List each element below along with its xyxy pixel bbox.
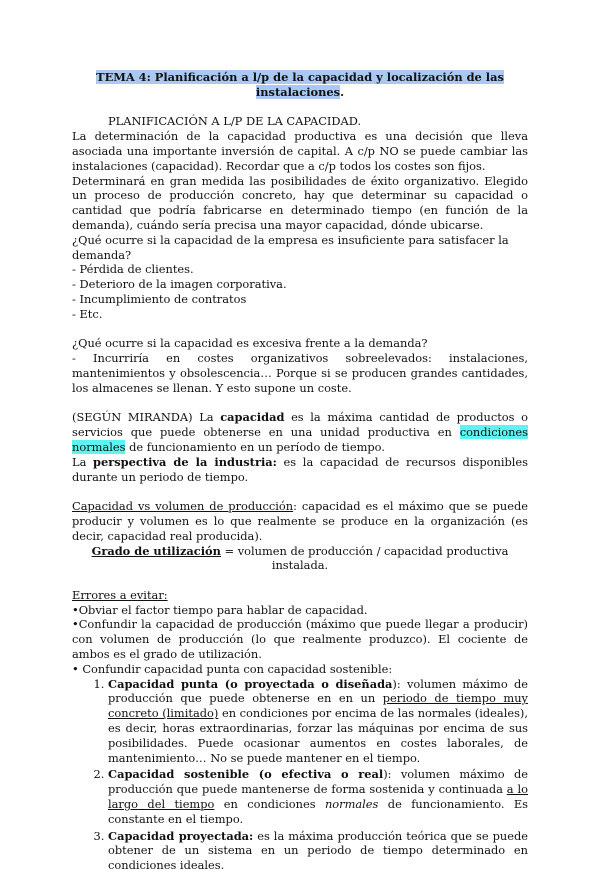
list-item: - Pérdida de clientes. (72, 262, 194, 277)
capacity-definition: (SEGÚN MIRANDA) La capacidad es la máxima cantidad de productos o servicios que puede obtenerse en una unidad productiva en condiciones normales de funcionamiento en un período de tiempo. (72, 410, 528, 454)
list-item-sustainable-capacity: 2. Capacidad sostenible (o efectiva o real): volumen máximo de producción que puede mantenerse de forma sostenida y continuada a lo largo del tiempo en condiciones normales de funcionamiento. Es constante en el tiempo. (108, 767, 528, 826)
error-item: • Confundir capacidad punta con capacidad sostenible: (72, 661, 393, 676)
section-heading: PLANIFICACIÓN A L/P DE LA CAPACIDAD. (108, 114, 362, 129)
list-item-peak-capacity: 1. Capacidad punta (o proyectada o diseñada): volumen máximo de producción que puede obtenerse en en un periodo de tiempo muy concreto (limitado) en condiciones por encima de las normales (ideales), es decir, horas extraordinarias, forzar las máquinas por encima de sus posibilidades. Puede ocasionar aumentos en costes laborales, de mantenimiento… No se puede mantener en el tiempo. (108, 677, 528, 766)
document-page (72, 70, 528, 875)
answer-excessive: - Incurriría en costes organizativos sobreelevados: instalaciones, mantenimientos y obsolescencia… Porque si se producen grandes cantidades, los almacenes se llenan. Y esto supone un coste. (72, 351, 528, 395)
question-excessive: ¿Qué ocurre si la capacidad es excesiva frente a la demanda? (72, 336, 428, 351)
capacity-vs-volume: Capacidad vs volumen de producción: capacidad es el máximo que se puede producir y volumen es lo que realmente se produce en la organización (es decir, capacidad real producida). (72, 499, 528, 543)
errors-heading: Errores a evitar: (72, 587, 168, 602)
question-insufficient: ¿Qué ocurre si la capacidad de la empresa es insuficiente para satisfacer la demanda? (72, 232, 509, 262)
list-item-projected-capacity: 3. Capacidad proyectada: es la máxima producción teórica que se puede obtener de un sistema en un periodo de tiempo determinado en condiciones ideales. (108, 829, 528, 873)
utilization-formula: Grado de utilización = volumen de producción / capacidad productiva instalada. (91, 543, 509, 573)
error-item: •Obviar el factor tiempo para hablar de capacidad. (72, 602, 368, 617)
list-item: - Incumplimiento de contratos (72, 291, 247, 306)
list-item: - Deterioro de la imagen corporativa. (72, 277, 287, 292)
paragraph-success: Determinará en gran medida las posibilidades de éxito organizativo. Elegido un proceso de producción concreto, hay que determinar su capacidad o cantidad que podría fabricarse en determinado tiempo (en función de la demanda), cuándo sería precisa una mayor capacidad, dónde ubicarse. (72, 173, 528, 232)
capacity-types-list (72, 677, 528, 873)
paragraph-intro: La determinación de la capacidad productiva es una decisión que lleva asociada una importante inversión de capital. A c/p NO se puede cambiar las instalaciones (capacidad). Recordar que a c/p todos los costes son fijos. (72, 129, 528, 173)
error-item: •Confundir la capacidad de producción (máximo que puede llegar a producir) con volumen de producción (lo que realmente produzco). El cociente de ambos es el grado de utilización. (72, 617, 528, 662)
title-highlight: TEMA 4: Planificación a l/p de la capacidad y localización de las instalaciones (96, 70, 504, 99)
list-item: - Etc. (72, 306, 103, 321)
industry-perspective: La perspectiva de la industria: es la capacidad de recursos disponibles durante un periodo de tiempo. (72, 454, 528, 484)
document-title: TEMA 4: Planificación a l/p de la capacidad y localización de las instalaciones. (96, 70, 504, 99)
normal-conditions-highlight: condiciones normales (72, 425, 528, 454)
